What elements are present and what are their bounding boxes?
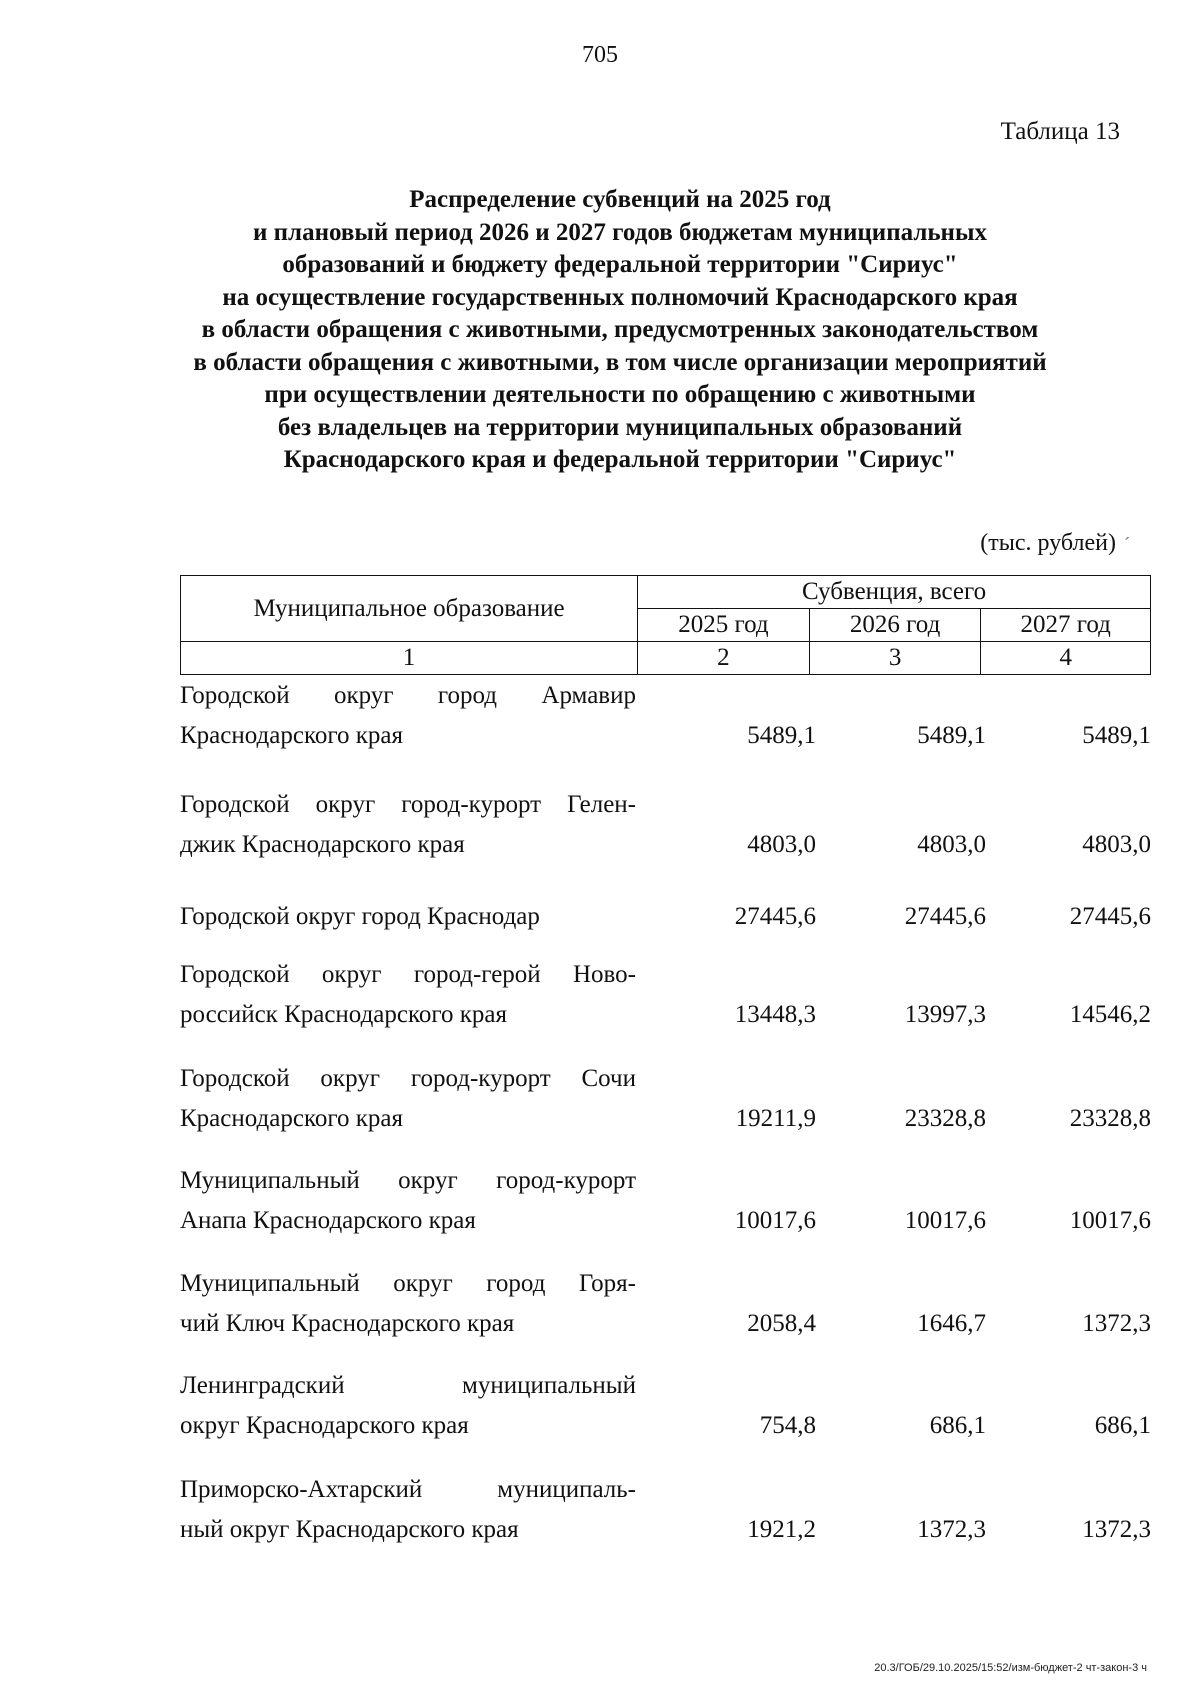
title-line: Распределение субвенций на 2025 год bbox=[409, 186, 831, 213]
value-2027: 686,1 bbox=[1094, 1412, 1151, 1439]
value-2025: 4803,0 bbox=[747, 831, 816, 858]
municipality-name-line: Городской округ город Краснодар bbox=[180, 903, 540, 930]
table-row bbox=[180, 865, 1151, 937]
title-line: без владельцев на территории муниципальных образований bbox=[277, 413, 963, 441]
value-2026: 13997,3 bbox=[904, 1001, 986, 1028]
municipality-name bbox=[180, 1161, 636, 1241]
table-row bbox=[180, 1446, 1151, 1550]
title-line: в области обращения с животными, в том числе организации мероприятий bbox=[193, 348, 1047, 376]
municipality-name bbox=[180, 897, 636, 937]
document-title bbox=[150, 184, 1090, 477]
units-label: (тыс. рублей) bbox=[980, 530, 1116, 556]
municipality-name-line: Приморско-Ахтарский муниципаль- bbox=[180, 1476, 636, 1503]
municipality-name bbox=[180, 1059, 636, 1139]
header-year-2026: 2026 год bbox=[809, 609, 981, 642]
municipality-name-line: Городской округ город-курорт Сочи bbox=[180, 1065, 636, 1092]
municipality-name bbox=[180, 1366, 636, 1446]
municipality-name-line: Краснодарского края bbox=[180, 1105, 403, 1132]
value-2026: 1372,3 bbox=[917, 1516, 986, 1543]
header-municipality: Муниципальное образование bbox=[181, 576, 638, 642]
municipality-name-line: чий Ключ Краснодарского края bbox=[180, 1310, 515, 1337]
municipality-name-line: Муниципальный округ город Горя- bbox=[180, 1270, 636, 1297]
municipality-name-line: Ленинградский муниципальный bbox=[180, 1372, 636, 1399]
column-number-2: 2 bbox=[638, 642, 810, 675]
value-2026: 23328,8 bbox=[904, 1105, 986, 1132]
value-2026: 27445,6 bbox=[904, 903, 986, 930]
value-2026: 10017,6 bbox=[904, 1207, 986, 1234]
units-note bbox=[980, 530, 1130, 557]
municipality-name bbox=[180, 1470, 636, 1550]
title-line: в области обращения с животными, предусмотренных законодательством bbox=[201, 316, 1039, 343]
municipality-name-line: Городской округ город Армавир bbox=[180, 682, 636, 709]
municipality-name-line: Анапа Краснодарского края bbox=[180, 1207, 476, 1234]
title-line: на осуществление государственных полномочий Краснодарского края bbox=[222, 283, 1018, 311]
value-2025: 5489,1 bbox=[747, 722, 816, 749]
municipality-name-line: Муниципальный округ город-курорт bbox=[180, 1167, 636, 1194]
municipality-name-line: ный округ Краснодарского края bbox=[180, 1516, 519, 1543]
municipality-name-line: Городской округ город-курорт Гелен- bbox=[180, 791, 636, 818]
value-2026: 4803,0 bbox=[917, 831, 986, 858]
table-row bbox=[180, 1241, 1151, 1344]
municipality-name-line: округ Краснодарского края bbox=[180, 1412, 469, 1439]
title-line: образований и бюджету федеральной территории "Сириус" bbox=[282, 251, 958, 278]
municipality-name bbox=[180, 1264, 636, 1344]
value-2025: 19211,9 bbox=[735, 1105, 816, 1132]
header-year-2027: 2027 год bbox=[981, 609, 1151, 642]
page-number: 705 bbox=[582, 42, 618, 68]
column-number-3: 3 bbox=[809, 642, 981, 675]
title-line: при осуществлении деятельности по обращению с животными bbox=[264, 381, 976, 408]
table-row bbox=[180, 676, 1151, 756]
stray-mark: ´ bbox=[1124, 534, 1130, 554]
value-2027: 4803,0 bbox=[1082, 831, 1151, 858]
value-2027: 1372,3 bbox=[1082, 1310, 1151, 1337]
value-2025: 754,8 bbox=[759, 1412, 816, 1439]
value-2027: 10017,6 bbox=[1069, 1207, 1151, 1234]
table-header bbox=[180, 575, 1151, 675]
table-row bbox=[180, 1035, 1151, 1139]
value-2026: 1646,7 bbox=[917, 1310, 986, 1337]
value-2027: 27445,6 bbox=[1069, 903, 1151, 930]
header-subvention-total: Субвенция, всего bbox=[638, 576, 1151, 609]
document-stamp: 20.3/ГОБ/29.10.2025/15:52/изм-бюджет-2 чт-закон-3 ч bbox=[874, 1662, 1147, 1674]
value-2027: 14546,2 bbox=[1069, 1001, 1151, 1028]
table-label: Таблица 13 bbox=[1000, 118, 1120, 145]
municipality-name-line: Краснодарского края bbox=[180, 722, 403, 749]
municipality-name bbox=[180, 955, 636, 1035]
column-number-1: 1 bbox=[181, 642, 638, 675]
table-row bbox=[180, 756, 1151, 865]
municipality-name-line: джик Краснодарского края bbox=[180, 831, 465, 858]
value-2027: 23328,8 bbox=[1069, 1105, 1151, 1132]
table-row bbox=[180, 1344, 1151, 1446]
municipality-name-line: российск Краснодарского края bbox=[180, 1001, 508, 1028]
municipality-name bbox=[180, 785, 636, 865]
value-2026: 686,1 bbox=[929, 1412, 986, 1439]
value-2026: 5489,1 bbox=[917, 722, 986, 749]
value-2025: 13448,3 bbox=[734, 1001, 816, 1028]
value-2025: 27445,6 bbox=[734, 903, 816, 930]
table-row bbox=[180, 1139, 1151, 1241]
value-2025: 10017,6 bbox=[734, 1207, 816, 1234]
title-line: и плановый период 2026 и 2027 годов бюджетам муниципальных bbox=[253, 218, 987, 246]
municipality-name bbox=[180, 676, 636, 756]
header-year-2025: 2025 год bbox=[638, 609, 810, 642]
title-line: Краснодарского края и федеральной территории "Сириус" bbox=[283, 446, 957, 473]
column-number-4: 4 bbox=[981, 642, 1151, 675]
table-body bbox=[180, 676, 1151, 1550]
municipality-name-line: Городской округ город-герой Ново- bbox=[180, 961, 636, 988]
table-row bbox=[180, 937, 1151, 1035]
value-2027: 1372,3 bbox=[1082, 1516, 1151, 1543]
value-2025: 2058,4 bbox=[747, 1310, 816, 1337]
value-2027: 5489,1 bbox=[1082, 722, 1151, 749]
value-2025: 1921,2 bbox=[747, 1516, 816, 1543]
